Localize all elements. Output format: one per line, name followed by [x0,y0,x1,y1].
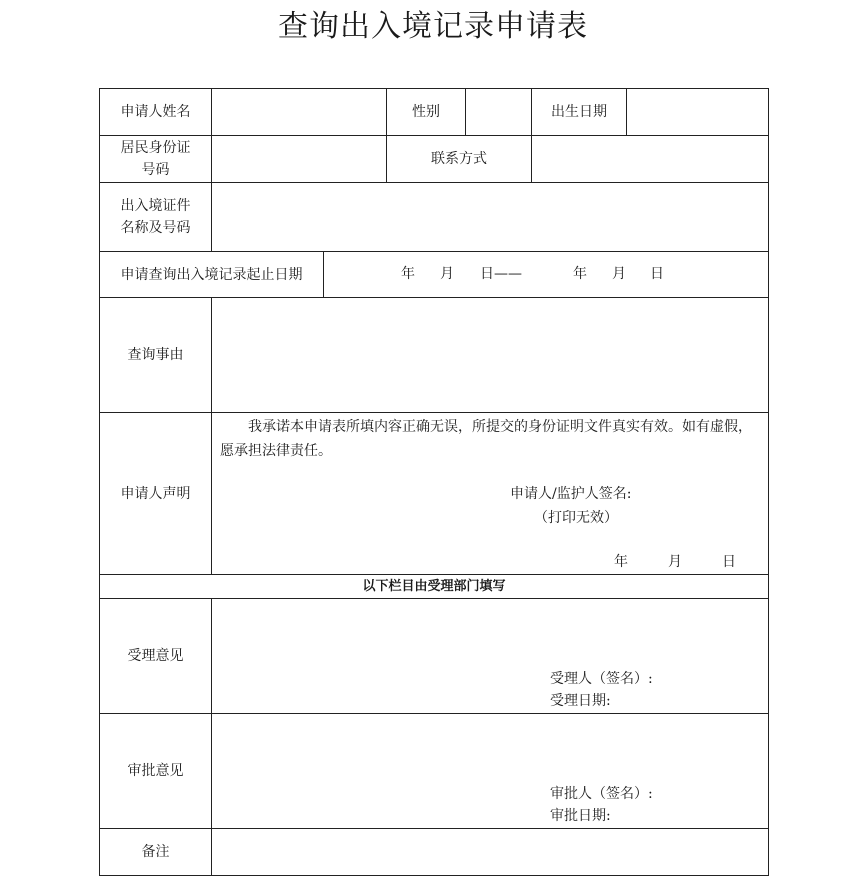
acceptance-date-label: 受理日期: [550,693,611,709]
acceptance-field[interactable] [211,598,769,714]
reason-label-text: 查询事由 [127,347,184,363]
travel-document-label-line2: 名称及号码 [120,220,191,236]
date-range-field[interactable] [323,251,769,298]
statement-month-text: 月 [668,554,682,570]
approval-signer-label: 审批人（签名）: [550,786,653,802]
applicant-signature-label: 申请人/监护人签名: [510,486,632,502]
acceptance-label-text: 受理意见 [127,648,184,664]
travel-document-label-line1: 出入境证件 [120,198,191,214]
print-invalid-note: （打印无效） [534,510,618,526]
travel-document-field[interactable] [211,182,769,252]
applicant-name-field[interactable] [211,88,387,136]
office-use-divider [99,574,769,599]
contact-label [386,135,532,183]
id-number-label [99,135,212,183]
travel-document-label [99,182,212,252]
contact-label-text: 联系方式 [431,151,487,167]
id-number-label-line1: 居民身份证 [120,140,191,156]
remarks-label-text: 备注 [141,844,170,860]
date-range-label-text: 申请查询出入境记录起止日期 [120,266,303,283]
birth-date-label [531,88,627,136]
end-year-text: 年 [573,266,587,282]
birth-date-label-text: 出生日期 [551,104,607,120]
date-range-label [99,251,324,298]
approval-field[interactable] [211,713,769,829]
contact-field[interactable] [531,135,769,183]
remarks-field[interactable] [211,828,769,876]
reason-field[interactable] [211,297,769,413]
start-day-text: 日—— [480,266,522,282]
id-number-field[interactable] [211,135,387,183]
approval-date-label: 审批日期: [550,808,611,824]
id-number-label-line2: 号码 [141,162,170,178]
approval-label-text: 审批意见 [127,763,184,779]
gender-label [386,88,466,136]
birth-date-field[interactable] [626,88,769,136]
statement-text: 我承诺本申请表所填内容正确无误，所提交的身份证明文件真实有效。如有虚假，愿承担法律责任。 [220,419,752,459]
reason-label [99,297,212,413]
approval-label [99,713,212,829]
statement-label [99,412,212,575]
statement-label-text: 申请人声明 [120,485,191,502]
statement-area [211,412,769,575]
office-use-divider-text: 以下栏目由受理部门填写 [362,578,506,594]
acceptance-label [99,598,212,714]
start-year-text: 年 [401,266,415,282]
start-month-text: 月 [440,266,454,282]
application-form [99,88,769,876]
gender-label-text: 性别 [412,104,440,120]
gender-field[interactable] [465,88,532,136]
acceptance-signer-label: 受理人（签名）: [550,671,653,687]
form-title: 查询出入境记录申请表 [278,9,588,44]
remarks-label [99,828,212,876]
end-day-text: 日 [650,266,664,282]
statement-year-text: 年 [614,554,628,570]
applicant-name-label [99,88,212,136]
end-month-text: 月 [612,266,626,282]
applicant-name-label-text: 申请人姓名 [120,104,191,120]
statement-day-text: 日 [722,554,736,570]
